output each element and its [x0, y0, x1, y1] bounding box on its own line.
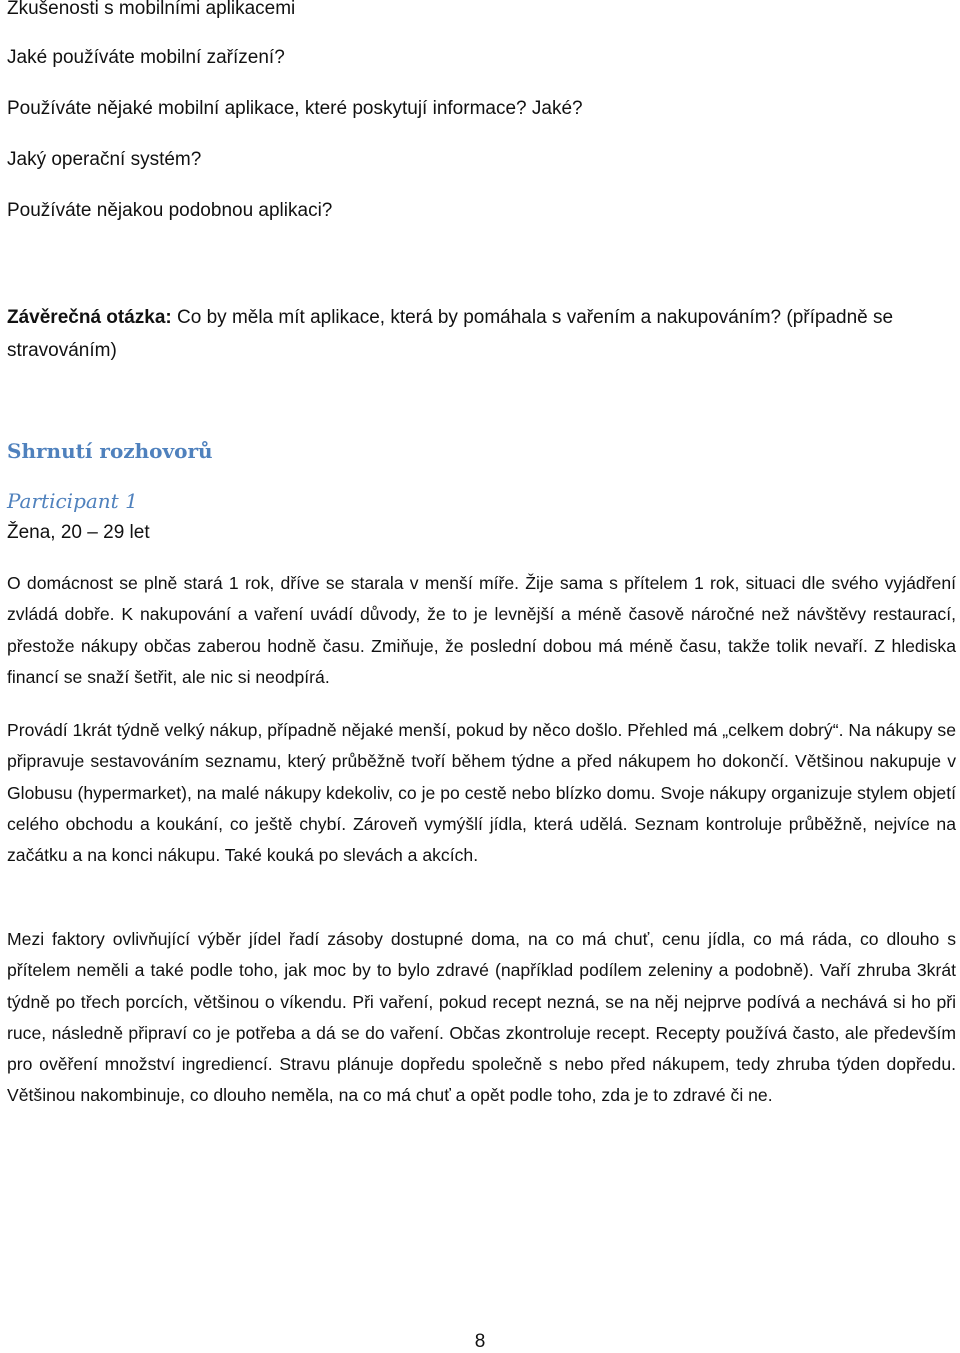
- question-4: Používáte nějakou podobnou aplikaci?: [7, 200, 333, 221]
- final-question-text: Co by měla mít aplikace, která by pomáhala s vařením a nakupováním? (případně se: [171, 307, 894, 328]
- summary-paragraph-2: Provádí 1krát týdně velký nákup, případně nějaké menší, pokud by něco došlo. Přehled má „celkem dobrý“. Na nákupy se připravuje sestavováním seznamu, který průběžně tvoří během týdne a před nákupem ho dokončí. Většinou nakupuje v Globusu (hypermarket), na malé nákupy kdekoliv, co je po cestě nebo blízko domu. Svoje nákupy organizuje stylem objetí celého obchodu a koukání, co ještě chybí. Zároveň vymýšlí jídla, která udělá. Seznam kontroluje průběžně, nejvíce na začátku a na konci nákupu. Také kouká po slevách a akcích.: [7, 720, 956, 866]
- section-title: Zkušenosti s mobilními aplikacemi: [7, 0, 296, 19]
- page-number: 8: [474, 1331, 486, 1352]
- question-3: Jaký operační systém?: [7, 149, 202, 170]
- final-question: [7, 307, 893, 329]
- final-question-label: Závěrečná otázka:: [7, 307, 172, 328]
- summary-paragraph-1: O domácnost se plně stará 1 rok, dříve se starala v menší míře. Žije sama s přítelem 1 rok, situaci dle svého vyjádření zvládá dobře. K nakupování a vaření uvádí důvody, že to je levnější a méně časově náročné než návštěvy restaurací, přestože nákupy občas zaberou hodně času. Zmiňuje, že poslední dobou má méně času, takže tolik nevaří. Z hlediska financí se snaží šetřit, ale nic si neodpírá.: [7, 573, 956, 687]
- question-1: Jaké používáte mobilní zařízení?: [7, 47, 285, 68]
- participant-title: Participant 1: [7, 489, 138, 513]
- participant-info: Žena, 20 – 29 let: [7, 522, 150, 543]
- summary-heading: Shrnutí rozhovorů: [7, 439, 213, 463]
- final-question-continuation: stravováním): [7, 340, 117, 361]
- summary-paragraph-3: Mezi faktory ovlivňující výběr jídel řadí zásoby dostupné doma, na co má chuť, cenu jídla, co má ráda, co dlouho s přítelem neměli a také podle toho, jak moc by to bylo zdravé (například podílem zeleniny a podobně). Vaří zhruba 3krát týdně po třech porcích, většinou o víkendu. Při vaření, pokud recept nezná, se na něj nejprve podívá a nechává si ho při ruce, následně připraví co je potřeba a dá se do vaření. Občas zkontroluje recept. Recepty používá často, ale především pro ověření množství ingrediencí. Stravu plánuje dopředu společně s nebo před nákupem, tedy zhruba týden dopředu. Většinou nakombinuje, co dlouho neměla, na co má chuť a opět podle toho, zda je to zdravé či ne.: [7, 929, 956, 1106]
- question-2: Používáte nějaké mobilní aplikace, které poskytují informace? Jaké?: [7, 98, 583, 119]
